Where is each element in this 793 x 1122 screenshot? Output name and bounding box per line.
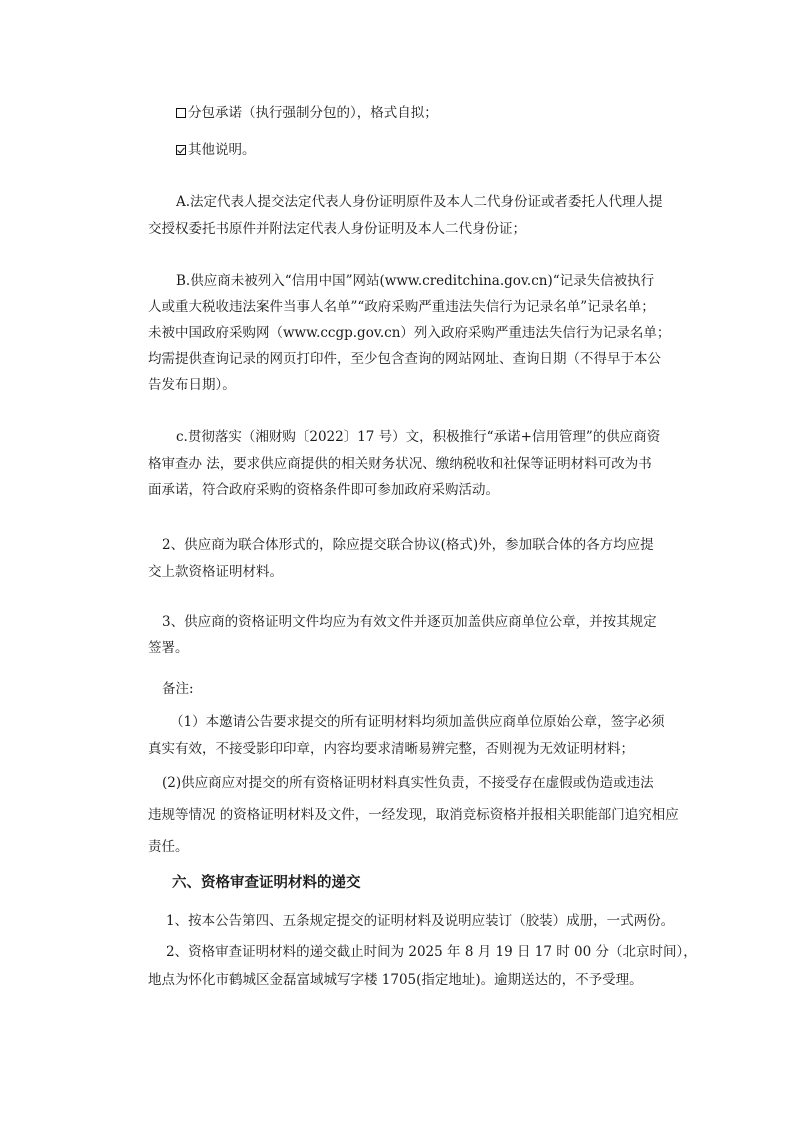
checkbox-checked-icon xyxy=(176,145,186,155)
remark-2-line: (2)供应商应对提交的所有资格证明材料真实性负责，不接受存在虚假或伪造或违法 xyxy=(162,775,654,791)
checkbox-item-subcontract xyxy=(176,104,438,122)
remark-2-line: 责任。 xyxy=(148,839,189,855)
section-b-line: 人或重大税收违法案件当事人名单”“政府采购严重违法失信行为记录名单”记录名单； xyxy=(148,299,655,315)
remark-1-line: （1）本邀请公告要求提交的所有证明材料均须加盖供应商单位原始公章，签字必须 xyxy=(170,714,665,730)
section-c-line: c.贯彻落实（湘财购〔2022〕17 号）文，积极推行“承诺+信用管理”的供应商资 xyxy=(176,429,661,445)
remark-2-line: 违规等情况 的资格证明材料及文件，一经发现，取消竞标资格并报相关职能部门追究相应 xyxy=(148,807,679,823)
section-6-heading: 六、资格审查证明材料的递交 xyxy=(172,874,361,891)
checkbox-item-other xyxy=(176,141,256,159)
section-b-line: 未被中国政府采购网（www.ccgp.gov.cn）列入政府采购严重违法失信行为记录名单； xyxy=(148,325,671,341)
remark-1-line: 真实有效，不接受影印印章，内容均要求清晰易辨完整，否则视为无效证明材料； xyxy=(148,741,634,757)
remarks-label: 备注: xyxy=(162,681,194,697)
section-6-item-2-line: 2、资格审查证明材料的递交截止时间为 2025 年 8 月 19 日 17 时 00 分（北京时间）， xyxy=(166,944,697,960)
checkbox-unchecked-icon xyxy=(176,108,186,118)
item-2-line: 交上款资格证明材料。 xyxy=(148,564,283,580)
section-c-line: 面承诺，符合政府采购的资格条件即可参加政府采购活动。 xyxy=(148,482,499,498)
checkbox-item-text: 分包承诺（执行强制分包的），格式自拟； xyxy=(188,105,438,121)
section-a-line: A.法定代表人提交法定代表人身份证明原件及本人二代身份证或者委托人代理人提 xyxy=(176,194,663,210)
item-3-line: 3、供应商的资格证明文件均应为有效文件并逐页加盖供应商单位公章，并按其规定 xyxy=(162,614,657,630)
section-6-item-2-line: 地点为怀化市鹤城区金磊富域城写字楼 1705(指定地址)。逾期送达的，不予受理。 xyxy=(148,972,643,988)
item-2-line: 2、供应商为联合体形式的，除应提交联合协议(格式)外，参加联合体的各方均应提 xyxy=(162,537,654,553)
section-b-line: B.供应商未被列入“信用中国”网站(www.creditchina.gov.cn)“记录失信被执行 xyxy=(176,273,655,289)
item-3-line: 签署。 xyxy=(148,640,189,656)
section-a-line: 交授权委托书原件并附法定代表人身份证明及本人二代身份证； xyxy=(148,221,526,237)
section-b-line: 告发布日期）。 xyxy=(148,377,236,393)
section-c-line: 格审查办 法，要求供应商提供的相关财务状况、缴纳税收和社保等证明材料可改为书 xyxy=(148,456,652,472)
checkbox-item-text: 其他说明。 xyxy=(188,142,256,158)
section-b-line: 均需提供查询记录的网页打印件，至少包含查询的网站网址、查询日期（不得早于本公 xyxy=(148,351,661,367)
section-6-item-1: 1、按本公告第四、五条规定提交的证明材料及说明应装订（胶装）成册，一式两份。 xyxy=(166,913,675,929)
